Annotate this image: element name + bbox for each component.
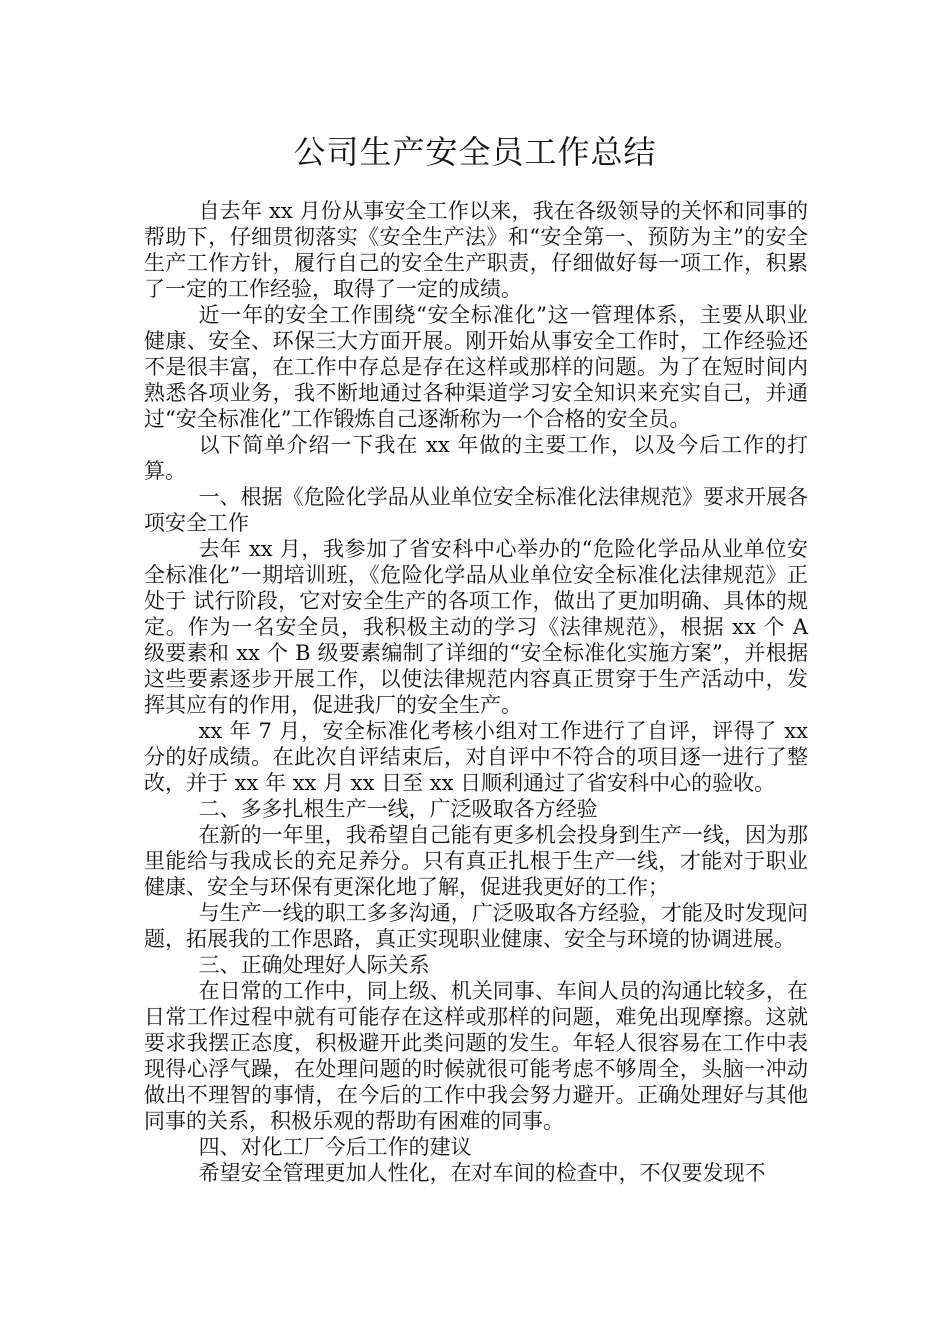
paragraph-overview: 近一年的安全工作围绕“安全标准化”这一管理体系，主要从职业健康、安全、环保三大方面开展。刚开始从事安全工作时，工作经验还不是很丰富，在工作中存总是存在这样或那样的问题。为了在短时间内熟悉各项业务，我不断地通过各种渠道学习安全知识来充实自己，并通过“安全标准化”工作锻炼自己逐渐称为一个合格的安全员。 bbox=[144, 303, 808, 431]
paragraph-section-4-suggestion: 希望安全管理更加人性化，在对车间的检查中，不仅要发现不 bbox=[198, 1161, 766, 1185]
section-heading-4: 四、对化工厂今后工作的建议 bbox=[198, 1135, 472, 1159]
section-heading-3: 三、正确处理好人际关系 bbox=[198, 953, 430, 977]
paragraph-section-2-frontline: 在新的一年里，我希望自己能有更多机会投身到生产一线，因为那里能给与我成长的充足养分。只有真正扎根于生产一线，才能对于职业健康、安全与环保有更深化地了解，促进我更好的工作； bbox=[144, 823, 808, 899]
paragraph-section-2-communication: 与生产一线的职工多多沟通，广泛吸取各方经验，才能及时发现问题，拓展我的工作思路，真正实现职业健康、安全与环境的协调进展。 bbox=[144, 901, 808, 951]
paragraph-section-3-relations: 在日常的工作中，同上级、机关同事、车间人员的沟通比较多，在日常工作过程中就有可能存在这样或那样的问题，难免出现摩擦。这就要求我摆正态度，积极避开此类问题的发生。年轻人很容易在工作中表现得心浮气躁，在处理问题的时候就很可能考虑不够周全，头脑一冲动做出不理智的事情，在今后的工作中我会努力避开。正确处理好与其他同事的关系，积极乐观的帮助有困难的同事。 bbox=[144, 979, 808, 1133]
section-heading-1: 一、根据《危险化学品从业单位安全标准化法律规范》要求开展各项安全工作 bbox=[144, 485, 808, 535]
paragraph-summary-intro: 以下简单介绍一下我在 xx 年做的主要工作，以及今后工作的打算。 bbox=[144, 433, 808, 483]
paragraph-section-1-training: 去年 xx 月，我参加了省安科中心举办的“危险化学品从业单位安全标准化”一期培训班，《危险化学品从业单位安全标准化法律规范》正处于 试行阶段，它对安全生产的各项工作，做出了更加明确、具体的规定。作为一名安全员，我积极主动的学习《法律规范》，根据 xx 个 A 级要素和 xx 个 B 级要素编制了详细的“安全标准化实施方案”，并根据这些要素逐步开展工作，以使法律规范内容真正贯穿于生产活动中，发挥其应有的作用，促进我厂的安全生产。 bbox=[144, 537, 808, 717]
paragraph-intro: 自去年 xx 月份从事安全工作以来，我在各级领导的关怀和同事的帮助下，仔细贯彻落实《安全生产法》和“安全第一、预防为主”的安全生产工作方针，履行自己的安全生产职责，仔细做好每一项工作，积累了一定的工作经验，取得了一定的成绩。 bbox=[144, 199, 808, 301]
section-heading-2: 二、多多扎根生产一线，广泛吸取各方经验 bbox=[198, 797, 598, 821]
document-body bbox=[144, 198, 808, 1186]
document-title: 公司生产安全员工作总结 bbox=[293, 133, 657, 171]
paragraph-section-1-assessment: xx 年 7 月，安全标准化考核小组对工作进行了自评，评得了 xx 分的好成绩。在此次自评结束后，对自评中不符合的项目逐一进行了整改，并于 xx 年 xx 月 xx 日至 xx 日顺利通过了省安科中心的验收。 bbox=[144, 719, 808, 795]
